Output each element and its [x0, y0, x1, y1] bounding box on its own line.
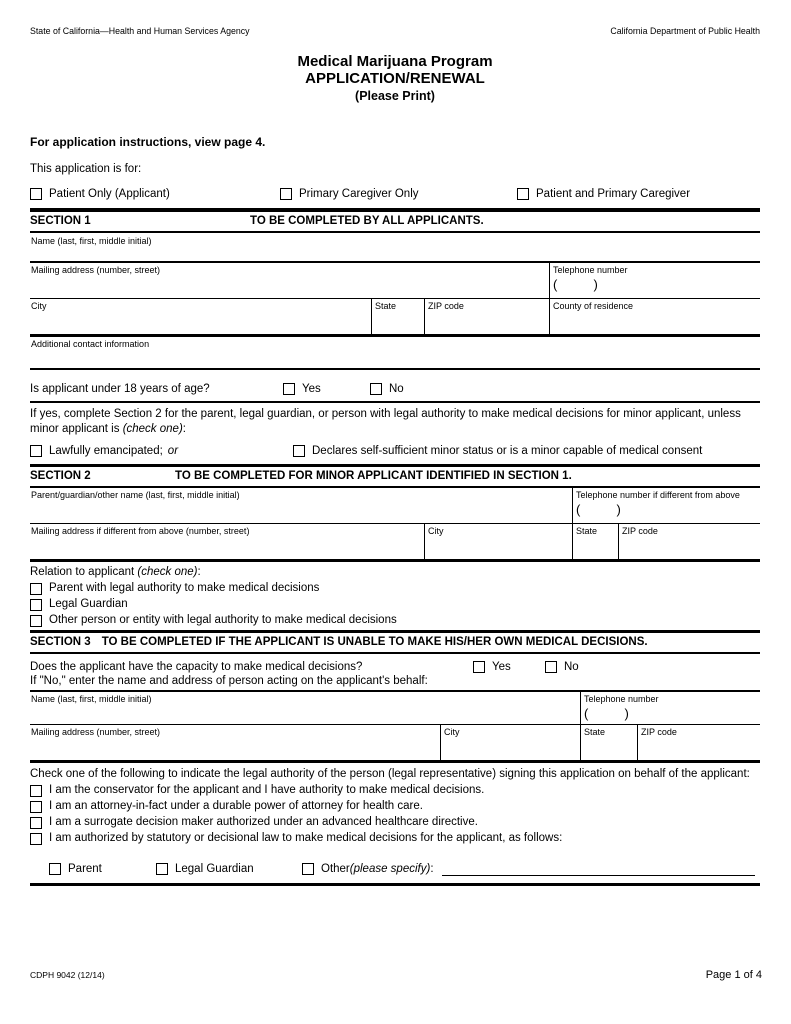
field-rep-telephone-label: Telephone number	[584, 694, 659, 704]
under18-row	[30, 383, 760, 403]
s1-city-row	[30, 299, 760, 337]
under18-no[interactable]	[370, 383, 404, 395]
other-specify-line[interactable]	[442, 862, 755, 876]
field-county[interactable]	[550, 299, 760, 334]
s3-name-row	[30, 690, 760, 725]
relation-option-other-label: Other person or entity with legal authority to make medical decisions	[49, 614, 397, 626]
agency-header-right: California Department of Public Health	[610, 26, 760, 36]
minor-note-em: (check one)	[122, 423, 183, 435]
checkbox-relation-parent[interactable]	[30, 583, 42, 595]
rep-telephone-parens: ( )	[584, 706, 629, 721]
relation-option-parent[interactable]	[30, 582, 760, 595]
form-number: CDPH 9042 (12/14)	[30, 970, 105, 980]
option-self-sufficient-label: Declares self-sufficient minor status or is a minor capable of medical consent	[312, 445, 703, 457]
form-title: Medical Marijuana Program	[297, 53, 493, 70]
checkbox-capacity-no[interactable]	[545, 661, 557, 673]
please-print-note: (Please Print)	[355, 89, 435, 103]
authority-option-conservator[interactable]	[30, 784, 760, 797]
section1-subtitle: TO BE COMPLETED BY ALL APPLICANTS.	[250, 215, 484, 227]
section1-header	[30, 208, 760, 233]
section2-subtitle: TO BE COMPLETED FOR MINOR APPLICANT IDENTIFIED IN SECTION 1.	[175, 470, 572, 482]
s3-address-row	[30, 725, 760, 763]
sub-option-other-em: (please specify)	[349, 862, 431, 875]
relation-option-guardian[interactable]	[30, 598, 760, 611]
s1-additional-row	[30, 337, 760, 370]
field-rep-name-label: Name (last, first, middle initial)	[31, 694, 152, 704]
under18-no-label: No	[389, 383, 404, 395]
checkbox-caregiver-only[interactable]	[280, 188, 292, 200]
field-rep-state[interactable]	[581, 725, 638, 760]
field-telephone[interactable]	[550, 263, 760, 298]
section2-header	[30, 464, 760, 488]
field-state-label: State	[375, 301, 397, 311]
checkbox-conservator[interactable]	[30, 785, 42, 797]
field-parent-zip-label: ZIP code	[622, 526, 658, 536]
field-rep-zip[interactable]	[638, 725, 760, 760]
field-rep-mailing-label: Mailing address (number, street)	[31, 727, 161, 737]
field-telephone-label: Telephone number	[553, 265, 628, 275]
field-rep-zip-label: ZIP code	[641, 727, 677, 737]
field-applicant-name[interactable]	[30, 233, 760, 263]
option-patient-only[interactable]	[30, 188, 280, 200]
option-caregiver-only-label: Primary Caregiver Only	[299, 188, 419, 200]
checkbox-under18-no[interactable]	[370, 383, 382, 395]
option-self-sufficient[interactable]	[293, 445, 760, 457]
s1-address-row	[30, 263, 760, 299]
under18-yes-label: Yes	[302, 383, 321, 395]
authority-option-statutory[interactable]	[30, 832, 760, 845]
checkbox-sub-other[interactable]	[302, 863, 314, 875]
capacity-yes[interactable]	[473, 661, 545, 673]
option-patient-and-caregiver[interactable]	[517, 188, 760, 200]
capacity-question: Does the applicant have the capacity to make medical decisions?	[30, 661, 363, 673]
relation-option-parent-label: Parent with legal authority to make medical decisions	[49, 582, 320, 594]
section3-subtitle: TO BE COMPLETED IF THE APPLICANT IS UNABLE TO MAKE HIS/HER OWN MEDICAL DECISIONS.	[101, 636, 648, 648]
application-for-label: This application is for:	[30, 163, 142, 175]
s3-table	[30, 690, 760, 763]
checkbox-emancipated[interactable]	[30, 445, 42, 457]
field-city[interactable]	[30, 299, 372, 334]
option-patient-and-caregiver-label: Patient and Primary Caregiver	[536, 188, 691, 200]
authority-option-surrogate[interactable]	[30, 816, 760, 829]
minor-note-end: :	[182, 423, 186, 435]
sub-option-parent-label: Parent	[68, 862, 102, 875]
checkbox-statutory[interactable]	[30, 833, 42, 845]
parent-telephone-parens: ( )	[576, 502, 621, 517]
page-footer	[30, 969, 762, 981]
instructions-note: For application instructions, view page 4.	[30, 135, 266, 149]
authority-instruction: Check one of the following to indicate the legal authority of the person (legal representative) signing this application on behalf of the applicant:	[30, 768, 750, 780]
authority-option-surrogate-label: I am a surrogate decision maker authorized under an advanced healthcare directive.	[49, 816, 478, 828]
s2-address-row	[30, 524, 760, 562]
checkbox-under18-yes[interactable]	[283, 383, 295, 395]
checkbox-capacity-yes[interactable]	[473, 661, 485, 673]
sub-option-guardian[interactable]	[156, 863, 302, 875]
field-parent-name[interactable]	[30, 488, 573, 523]
sub-option-guardian-label: Legal Guardian	[175, 862, 254, 875]
authority-option-statutory-label: I am authorized by statutory or decisional law to make medical decisions for the applicant, as follows:	[49, 832, 563, 844]
telephone-parens: ( )	[553, 277, 598, 292]
relation-label-text: Relation to applicant	[30, 566, 138, 578]
field-parent-mailing-label: Mailing address if different from above (number, street)	[31, 526, 250, 536]
option-emancipated-label: Lawfully emancipated;	[49, 445, 163, 457]
checkbox-sub-guardian[interactable]	[156, 863, 168, 875]
relation-label	[30, 566, 760, 579]
field-rep-state-label: State	[584, 727, 606, 737]
section3-header	[30, 630, 760, 654]
field-state[interactable]	[372, 299, 425, 334]
sub-option-other-label: Other	[321, 862, 350, 875]
sub-option-other-end: :	[430, 862, 434, 875]
field-additional-contact-label: Additional contact information	[31, 339, 150, 349]
field-rep-city[interactable]	[441, 725, 581, 760]
field-rep-telephone[interactable]	[581, 692, 760, 724]
option-caregiver-only[interactable]	[280, 188, 517, 200]
checkbox-relation-other[interactable]	[30, 615, 42, 627]
relation-option-guardian-label: Legal Guardian	[49, 598, 128, 610]
option-emancipated[interactable]	[30, 445, 293, 457]
relation-label-em: (check one)	[137, 566, 198, 578]
checkbox-patient-and-caregiver[interactable]	[517, 188, 529, 200]
if-no-note: If "No," enter the name and address of person acting on the applicant's behalf:	[30, 675, 428, 687]
checkbox-surrogate[interactable]	[30, 817, 42, 829]
checkbox-relation-guardian[interactable]	[30, 599, 42, 611]
relation-label-end: :	[197, 566, 201, 578]
field-parent-name-label: Parent/guardian/other name (last, first, middle initial)	[31, 490, 240, 500]
under18-yes[interactable]	[283, 383, 370, 395]
capacity-no[interactable]	[545, 661, 579, 673]
field-mailing-address[interactable]	[30, 263, 550, 298]
authority-option-attorney[interactable]	[30, 800, 760, 813]
field-parent-state[interactable]	[573, 524, 619, 559]
checkbox-sub-parent[interactable]	[49, 863, 61, 875]
minor-options-row	[30, 445, 760, 457]
bottom-divider	[30, 883, 760, 886]
agency-header	[30, 0, 760, 36]
authority-option-conservator-label: I am the conservator for the applicant and I have authority to make medical decisions.	[49, 784, 485, 796]
form-subtitle: APPLICATION/RENEWAL	[305, 70, 485, 87]
field-mailing-address-label: Mailing address (number, street)	[31, 265, 161, 275]
field-zip[interactable]	[425, 299, 550, 334]
statutory-sub-options-row	[30, 861, 760, 876]
field-rep-name[interactable]	[30, 692, 581, 724]
minor-note	[30, 407, 760, 437]
application-type-row	[30, 188, 760, 200]
option-emancipated-or: or	[167, 445, 179, 457]
field-rep-city-label: City	[444, 727, 460, 737]
form-title-block	[30, 53, 760, 104]
field-parent-zip[interactable]	[619, 524, 760, 559]
capacity-yes-label: Yes	[492, 661, 511, 673]
minor-note-text: If yes, complete Section 2 for the parent, legal guardian, or person with legal authority to make medical decisions for minor applicant, unless minor applicant is	[30, 408, 741, 435]
field-parent-telephone[interactable]	[573, 488, 760, 523]
capacity-row	[30, 661, 760, 673]
page-number: Page 1 of 4	[705, 969, 762, 981]
section3-title: SECTION 3	[30, 636, 91, 648]
field-rep-mailing[interactable]	[30, 725, 441, 760]
field-zip-label: ZIP code	[428, 301, 464, 311]
capacity-no-label: No	[564, 661, 579, 673]
checkbox-attorney-in-fact[interactable]	[30, 801, 42, 813]
field-parent-city-label: City	[428, 526, 444, 536]
s2-name-row	[30, 488, 760, 524]
section2-title: SECTION 2	[30, 470, 91, 482]
under18-question: Is applicant under 18 years of age?	[30, 383, 210, 395]
field-parent-city[interactable]	[425, 524, 573, 559]
checkbox-self-sufficient[interactable]	[293, 445, 305, 457]
field-additional-contact[interactable]	[30, 337, 760, 368]
field-applicant-name-label: Name (last, first, middle initial)	[31, 236, 152, 246]
option-patient-only-label: Patient Only (Applicant)	[49, 188, 170, 200]
sub-option-other[interactable]	[302, 863, 434, 875]
field-city-label: City	[31, 301, 47, 311]
agency-header-left: State of California—Health and Human Services Agency	[30, 26, 250, 36]
checkbox-patient-only[interactable]	[30, 188, 42, 200]
relation-option-other[interactable]	[30, 614, 760, 627]
authority-option-attorney-label: I am an attorney-in-fact under a durable power of attorney for health care.	[49, 800, 423, 812]
sub-option-parent[interactable]	[49, 863, 156, 875]
section1-title: SECTION 1	[30, 215, 91, 227]
field-parent-telephone-label: Telephone number if different from above	[576, 490, 740, 500]
field-parent-mailing[interactable]	[30, 524, 425, 559]
field-county-label: County of residence	[553, 301, 634, 311]
field-parent-state-label: State	[576, 526, 598, 536]
